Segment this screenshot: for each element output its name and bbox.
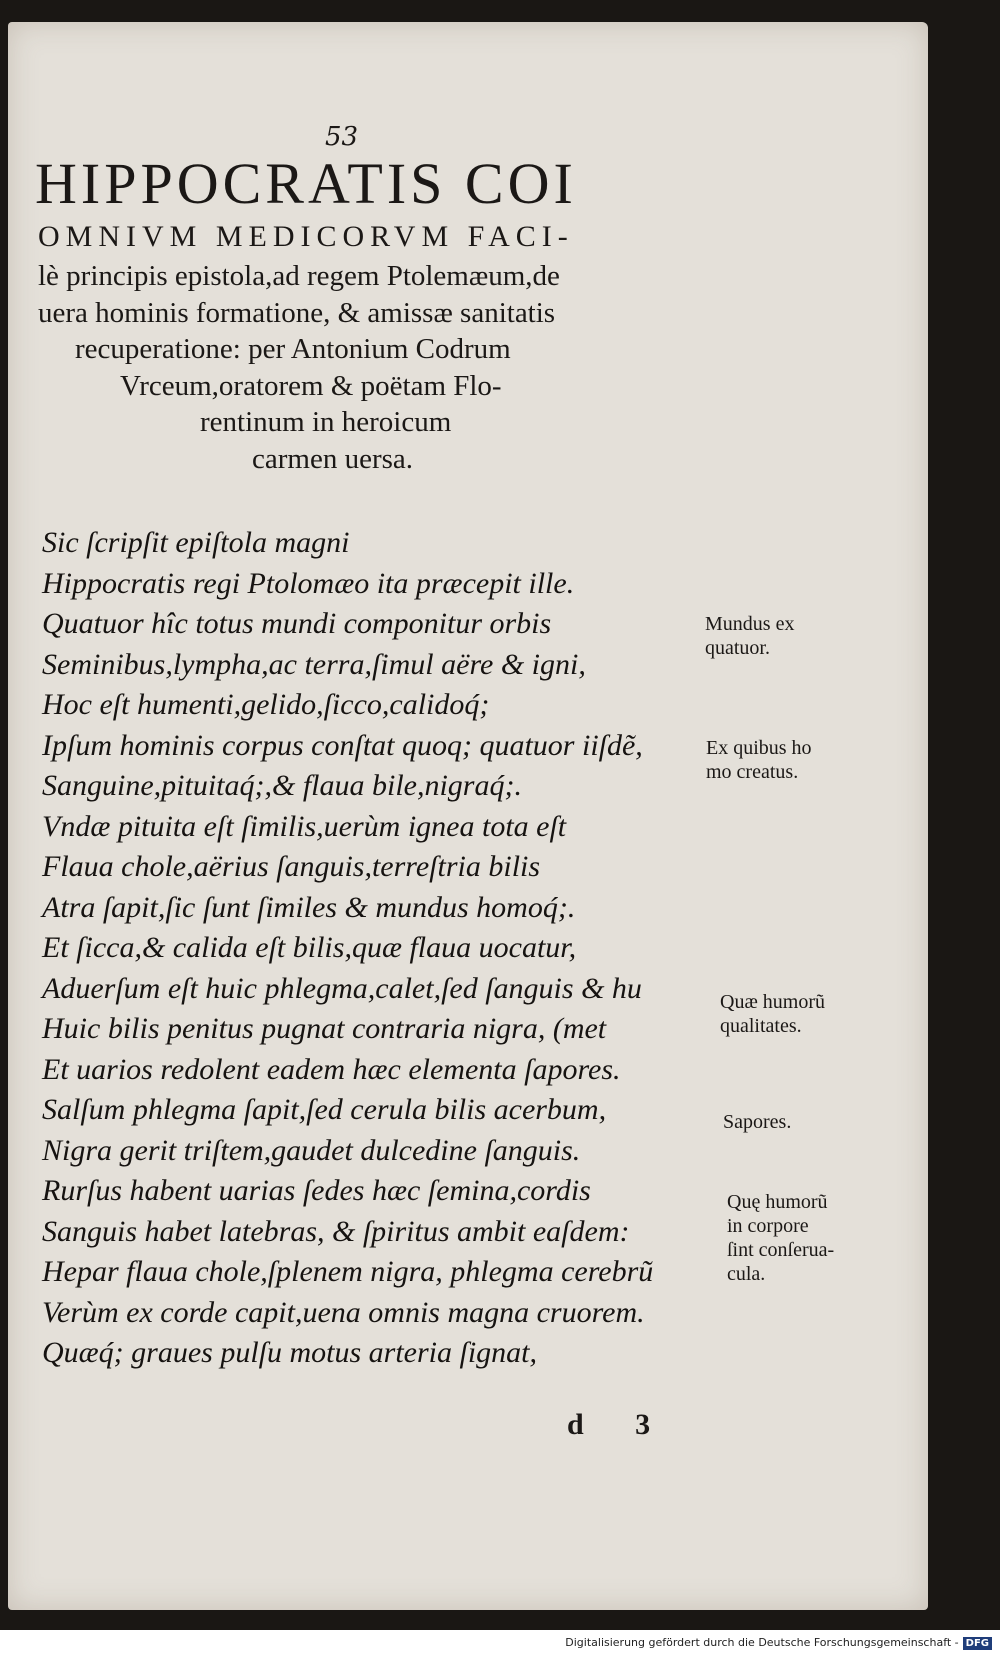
verse-line: Hippocratis regi Ptolomæo ita præcepit ille.: [42, 566, 575, 600]
verse-line: Et uarios redolent eadem hæc elementa ſapores.: [42, 1052, 621, 1086]
margin-note-line: ſint conſerua-: [727, 1239, 835, 1261]
verse-line: Et ſicca,& calida eſt bilis,quæ flaua uocatur,: [42, 931, 577, 964]
margin-note-line: Mundus ex: [705, 613, 795, 635]
verse-line: Flaua chole,aërius ſanguis,terreſtria bilis: [42, 850, 541, 883]
margin-note-line: qualitates.: [720, 1015, 802, 1037]
verse-line: Salſum phlegma ſapit,ſed cerula bilis acerbum,: [42, 1093, 607, 1126]
title-line: uera hominis formatione, & amissæ sanitatis: [38, 296, 556, 329]
title-block: [30, 258, 730, 477]
folio-number: 53: [325, 122, 359, 152]
verse-block: [42, 523, 742, 1374]
dfg-logo: DFG: [963, 1637, 992, 1650]
page-subtitle: OMNIVM MEDICORVM FACI-: [38, 220, 574, 253]
margin-note: [720, 990, 825, 1038]
margin-note-line: Quę humorũ: [727, 1191, 828, 1213]
verse-line: Sanguis habet latebras, & ſpiritus ambit eaſdem:: [42, 1214, 630, 1248]
title-line: Vrceum,oratorem & poëtam Flo-: [120, 369, 502, 402]
verse-line: Sanguine,pituitaq́;,& flaua bile,nigraq́;.: [42, 769, 522, 802]
title-line: carmen uersa.: [252, 442, 414, 475]
verse-line: Quatuor hîc totus mundi componitur orbis: [42, 607, 552, 640]
margin-note-line: mo creatus.: [706, 761, 799, 783]
title-line: recuperatione: per Antonium Codrum: [75, 333, 511, 365]
verse-line: Huic bilis penitus pugnat contraria nigra, (met: [42, 1012, 607, 1045]
verse-line: Hepar flaua chole,ſplenem nigra, phlegma cerebrũ: [42, 1255, 654, 1288]
margin-note-line: cula.: [727, 1263, 766, 1285]
margin-note-line: Sapores.: [723, 1111, 792, 1133]
footer-credit: [565, 1636, 992, 1650]
page-title: HIPPOCRATIS COI: [35, 151, 577, 216]
verse-line: Rurſus habent uarias ſedes hæc ſemina,cordis: [42, 1174, 591, 1207]
margin-note-line: Ex quibus ho: [706, 737, 812, 759]
margin-note: [705, 612, 794, 660]
verse-line: Seminibus,lympha,ac terra,ſimul aëre & igni,: [42, 647, 586, 681]
title-line: lè principis epistola,ad regem Ptolemæum,de: [38, 260, 560, 292]
footer-text: Digitalisierung gefördert durch die Deutsche Forschungsgemeinschaft -: [565, 1636, 959, 1649]
margin-note-line: Quæ humorũ: [720, 991, 825, 1013]
verse-line: Atra ſapit,ſic ſunt ſimiles & mundus homoq́;.: [42, 890, 576, 924]
verse-line: Aduerſum eſt huic phlegma,calet,ſed ſanguis & hu: [42, 971, 642, 1005]
margin-note: [706, 736, 812, 784]
signature-mark: d 3: [567, 1408, 673, 1441]
verse-line: Sic ſcripſit epiſtola magni: [42, 526, 350, 559]
verse-line: Hoc eſt humenti,gelido,ſicco,calidoq́;: [42, 688, 490, 721]
margin-note-line: in corpore: [727, 1215, 809, 1237]
verse-line: Ipſum hominis corpus conſtat quoq; quatuor iiſdẽ,: [42, 728, 643, 762]
verse-line: Verùm ex corde capit,uena omnis magna cruorem.: [42, 1295, 645, 1329]
margin-note-line: quatuor.: [705, 637, 770, 659]
verse-line: Quæq́; graues pulſu motus arteria ſignat,: [42, 1336, 538, 1369]
margin-note: [723, 1110, 791, 1134]
verse-line: Vndæ pituita eſt ſimilis,uerùm ignea tota eſt: [42, 809, 567, 843]
margin-note: [727, 1190, 834, 1286]
verse-line: Nigra gerit triſtem,gaudet dulcedine ſanguis.: [42, 1133, 581, 1167]
title-line: rentinum in heroicum: [200, 406, 452, 438]
